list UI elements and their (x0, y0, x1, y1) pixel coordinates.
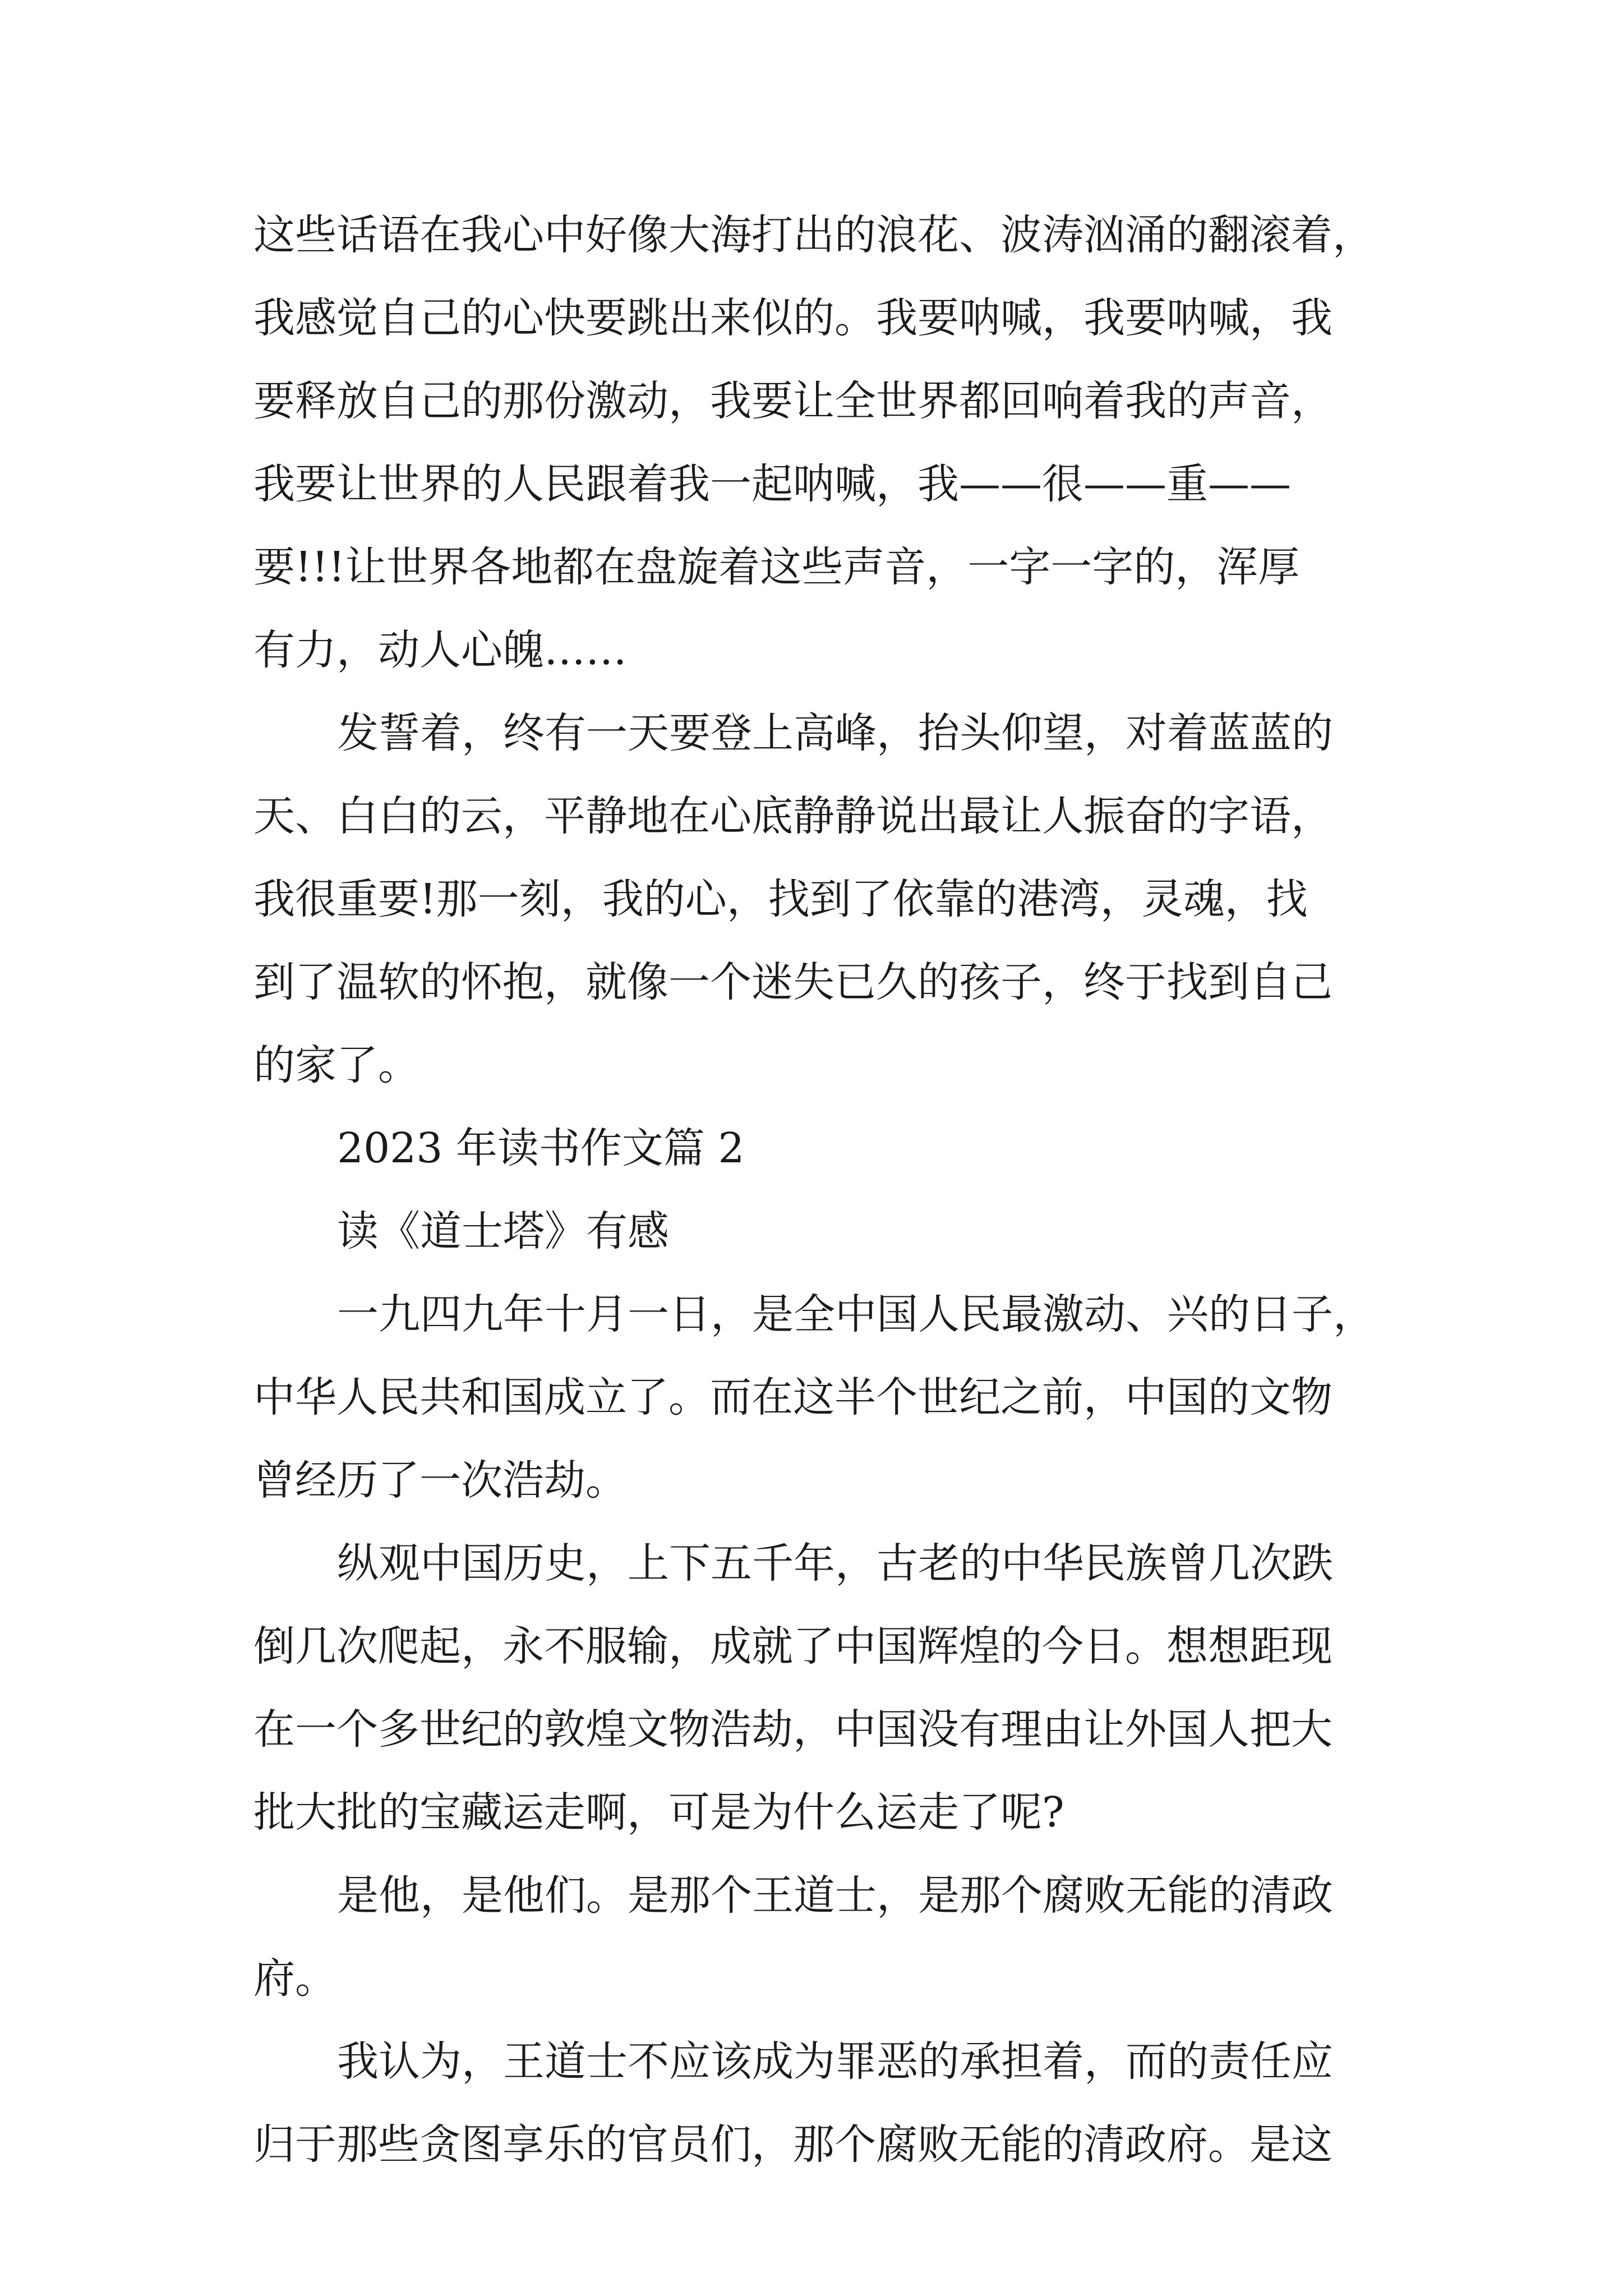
text-line: 到了温软的怀抱，就像一个迷失已久的孩子，终于找到自己 (253, 958, 1332, 1006)
text-line: 要!!!让世界各地都在盘旋着这些声音，一字一字的，浑厚 (253, 543, 1300, 591)
text-line: 这些话语在我心中好像大海打出的浪花、波涛汹涌的翻滚着， (253, 211, 1374, 259)
text-line: 我很重要!那一刻，我的心，找到了依靠的港湾，灵魂，找 (253, 875, 1308, 923)
essay-title: 读《道士塔》有感 (337, 1207, 669, 1255)
paragraph-start-line: 一九四九年十月一日，是全中国人民最激动、兴的日子， (337, 1290, 1375, 1338)
text-line: 在一个多世纪的敦煌文物浩劫，中国没有理由让外国人把大 (253, 1705, 1332, 1754)
text-line: 归于那些贪图享乐的官员们，那个腐败无能的清政府。是这 (253, 2120, 1332, 2169)
paragraph-start-line: 纵观中国历史，上下五千年，古老的中华民族曾几次跌 (337, 1539, 1333, 1588)
text-line: 我感觉自己的心快要跳出来似的。我要呐喊，我要呐喊，我 (253, 294, 1332, 342)
paragraph-start-line: 发誓着，终有一天要登上高峰，抬头仰望，对着蓝蓝的 (337, 709, 1333, 757)
text-line: 我要让世界的人民跟着我一起呐喊，我——很——重—— (253, 460, 1291, 508)
text-line: 批大批的宝藏运走啊，可是为什么运走了呢? (253, 1788, 1064, 1837)
text-line: 天、白白的云，平静地在心底静静说出最让人振奋的字语， (253, 792, 1332, 840)
text-line: 的家了。 (253, 1041, 419, 1089)
paragraph-start-line: 我认为，王道士不应该成为罪恶的承担着，而的责任应 (337, 2037, 1333, 2086)
text-line: 要释放自己的那份激动，我要让全世界都回响着我的声音， (253, 377, 1332, 425)
paragraph-start-line: 是他，是他们。是那个王道士，是那个腐败无能的清政 (337, 1871, 1333, 1920)
text-line: 倒几次爬起，永不服输，成就了中国辉煌的今日。想想距现 (253, 1622, 1332, 1671)
text-line: 中华人民共和国成立了。而在这半个世纪之前，中国的文物 (253, 1373, 1332, 1421)
text-line: 府。 (253, 1954, 336, 2003)
text-line: 有力，动人心魄…… (253, 626, 627, 674)
text-line: 曾经历了一次浩劫。 (253, 1456, 627, 1504)
section-heading: 2023 年读书作文篇 2 (337, 1124, 745, 1172)
